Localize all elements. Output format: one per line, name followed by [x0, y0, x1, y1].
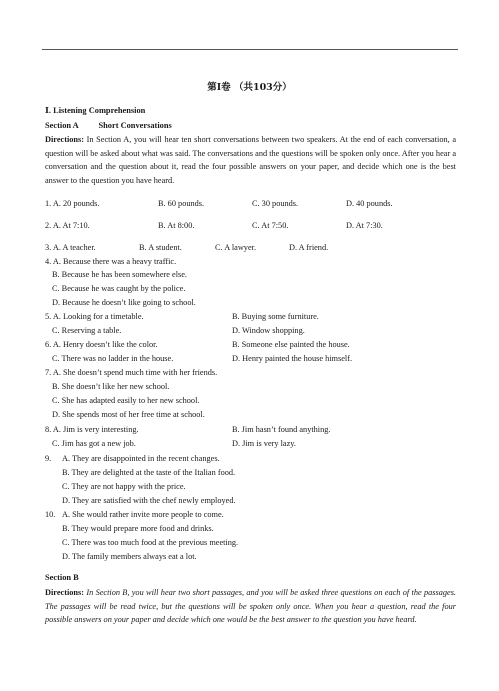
q5-option-b: B. Buying some furniture.: [232, 312, 319, 321]
q2-option-b: B. At 8:00.: [158, 221, 195, 230]
q6-option-b: B. Someone else painted the house.: [232, 340, 350, 349]
q9-option-a: A. They are disappointed in the recent changes.: [62, 454, 220, 463]
q3-option-d: D. A friend.: [289, 243, 329, 252]
q4-option-c: C. Because he was caught by the police.: [52, 284, 186, 293]
section-b-label: Section B: [45, 573, 79, 582]
q7-option-a: 7. A. She doesn’t spend much time with her friends.: [45, 368, 218, 377]
q2-option-a: 2. A. At 7:10.: [45, 221, 90, 230]
section-b-directions-text: In Section B, you will hear two short passages, and you will be asked three questions on each of the passages. The passages will be read twice, but the questions will be spoken only once. When you hear a question, read the four possible answers on your paper and decide which one would be the best answer to the question you have heard.: [45, 588, 456, 625]
q8-option-c: C. Jim has got a new job.: [52, 439, 136, 448]
directions-text: In Section A, you will hear ten short conversations between two speakers. At the end of each conversation, a question will be asked about what was said. The conversations and the questions will be spoken only once. After you hear a conversation and the question about it, read the four possible answers on your paper, and decide which one is the best answer to the question you have heard.: [45, 135, 456, 185]
q5-option-a: 5. A. Looking for a timetable.: [45, 312, 144, 321]
q8-option-b: B. Jim hasn’t found anything.: [232, 425, 331, 434]
q10-option-b: B. They would prepare more food and drinks.: [62, 524, 214, 533]
q9-option-d: D. They are satisfied with the chef newly employed.: [62, 496, 236, 505]
q6-option-c: C. There was no ladder in the house.: [52, 354, 174, 363]
q3-option-b: B. A student.: [139, 243, 182, 252]
q9-option-b: B. They are delighted at the taste of the Italian food.: [62, 468, 236, 477]
q8-option-a: 8. A. Jim is very interesting.: [45, 425, 139, 434]
q6-option-d: D. Henry painted the house himself.: [232, 354, 353, 363]
q10-number: 10.: [45, 510, 56, 519]
q1-option-a: 1. A. 20 pounds.: [45, 199, 100, 208]
q9-option-c: C. They are not happy with the price.: [62, 482, 186, 491]
directions-label: Directions:: [45, 135, 85, 144]
section-b-directions: [45, 586, 456, 627]
q4-option-a: 4. A. Because there was a heavy traffic.: [45, 257, 177, 266]
section-a-label-text: Section A: [45, 121, 79, 130]
q2-option-d: D. At 7:30.: [346, 221, 383, 230]
section-a-label: [45, 121, 172, 130]
section-a-directions: [45, 133, 456, 187]
q10-option-c: C. There was too much food at the previous meeting.: [62, 538, 239, 547]
q5-option-d: D. Window shopping.: [232, 326, 305, 335]
q7-option-c: C. She has adapted easily to her new school.: [52, 396, 200, 405]
q2-option-c: C. At 7:50.: [252, 221, 289, 230]
q4-option-d: D. Because he doesn’t like going to school.: [52, 298, 196, 307]
q7-option-b: B. She doesn’t like her new school.: [52, 382, 170, 391]
q6-option-a: 6. A. Henry doesn’t like the color.: [45, 340, 158, 349]
q1-option-b: B. 60 pounds.: [158, 199, 205, 208]
q9-number: 9.: [45, 454, 52, 463]
section-b-directions-label: Directions:: [45, 588, 85, 597]
q5-option-c: C. Reserving a table.: [52, 326, 122, 335]
q1-option-d: D. 40 pounds.: [346, 199, 393, 208]
q4-option-b: B. Because he has been somewhere else.: [52, 270, 188, 279]
q3-option-a: 3. A. A teacher.: [45, 243, 96, 252]
q8-option-d: D. Jim is very lazy.: [232, 439, 296, 448]
section-a-name: Short Conversations: [98, 121, 172, 130]
q10-option-d: D. The family members always eat a lot.: [62, 552, 197, 561]
q10-option-a: A. She would rather invite more people to come.: [62, 510, 224, 519]
paper-title: 第I卷 （共103分）: [207, 82, 292, 93]
q3-option-c: C. A lawyer.: [215, 243, 257, 252]
q7-option-d: D. She spends most of her free time at school.: [52, 410, 205, 419]
q1-option-c: C. 30 pounds.: [252, 199, 299, 208]
header-rule: [42, 49, 458, 50]
part-heading: Ⅰ. Listening Comprehension: [45, 106, 146, 115]
